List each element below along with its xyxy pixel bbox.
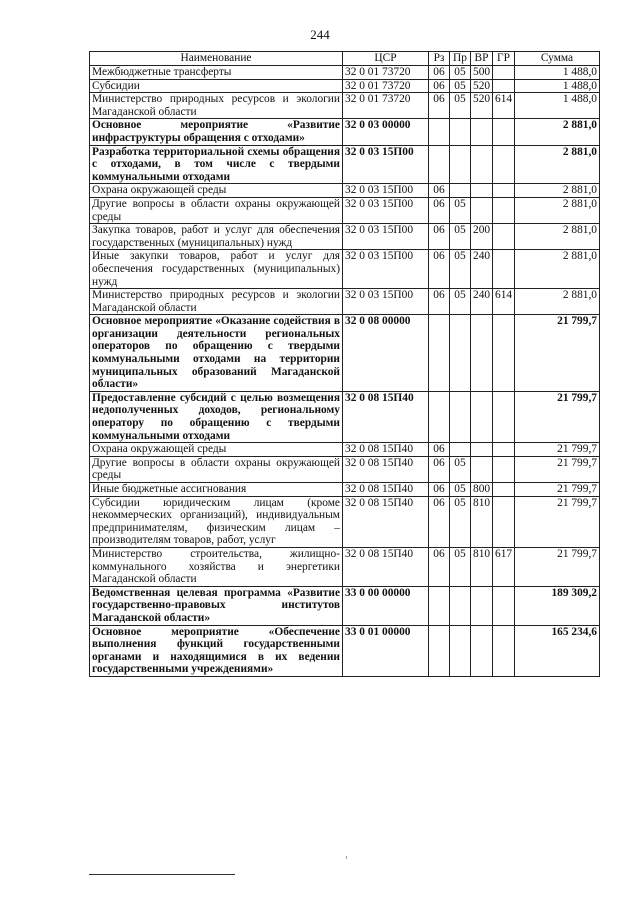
row-rz-code — [429, 625, 450, 676]
row-gr-code — [493, 496, 515, 547]
table-row — [90, 224, 600, 250]
row-rz-code: 06 — [429, 547, 450, 586]
row-vr-code — [471, 625, 493, 676]
row-pr-code — [450, 625, 471, 676]
row-csr-code: 33 0 01 00000 — [343, 625, 429, 676]
table-row — [90, 93, 600, 119]
row-sum: 2 881,0 — [515, 224, 600, 250]
table-row — [90, 496, 600, 547]
row-sum: 21 799,7 — [515, 391, 600, 442]
row-rz-code: 06 — [429, 93, 450, 119]
row-gr-code — [493, 250, 515, 289]
row-gr-code — [493, 145, 515, 184]
row-pr-code: 05 — [450, 79, 471, 93]
row-sum: 189 309,2 — [515, 586, 600, 625]
row-rz-code: 06 — [429, 289, 450, 315]
row-sum: 2 881,0 — [515, 119, 600, 145]
row-pr-code: 05 — [450, 66, 471, 80]
row-gr-code — [493, 456, 515, 482]
header-pr: Пр — [450, 52, 471, 66]
row-sum: 21 799,7 — [515, 443, 600, 457]
row-rz-code — [429, 586, 450, 625]
row-csr-code: 32 0 08 15П40 — [343, 456, 429, 482]
row-name: Субсидии юридическим лицам (кроме некоммерческих организаций), индивидуальным предпринимателям, физическим лицам – производителям товаров, работ, услуг — [90, 496, 343, 547]
table-row — [90, 79, 600, 93]
header-gr: ГР — [493, 52, 515, 66]
row-csr-code: 32 0 08 15П40 — [343, 391, 429, 442]
row-sum: 2 881,0 — [515, 289, 600, 315]
row-name: Основное мероприятие «Обеспечение выполнения функций государственными органами и находящимися в их ведении государственными учреждениями» — [90, 625, 343, 676]
row-name: Закупка товаров, работ и услуг для обеспечения государственных (муниципальных) нужд — [90, 224, 343, 250]
row-vr-code: 200 — [471, 224, 493, 250]
row-sum: 21 799,7 — [515, 483, 600, 497]
table-row — [90, 391, 600, 442]
row-vr-code: 810 — [471, 496, 493, 547]
table-row — [90, 443, 600, 457]
row-rz-code: 06 — [429, 250, 450, 289]
row-name: Предоставление субсидий с целью возмещения недополученных доходов, региональному оператору по обращению с твердыми коммунальными отходами — [90, 391, 343, 442]
table-row — [90, 119, 600, 145]
row-name: Другие вопросы в области охраны окружающей среды — [90, 197, 343, 223]
row-pr-code: 05 — [450, 93, 471, 119]
row-name: Министерство природных ресурсов и экологии Магаданской области — [90, 93, 343, 119]
header-csr: ЦСР — [343, 52, 429, 66]
row-vr-code: 240 — [471, 289, 493, 315]
row-rz-code: 06 — [429, 456, 450, 482]
row-sum: 1 488,0 — [515, 93, 600, 119]
row-name: Разработка территориальной схемы обращения с отходами, в том числе с твердыми коммунальными отходами — [90, 145, 343, 184]
row-sum: 1 488,0 — [515, 66, 600, 80]
row-name: Министерство природных ресурсов и экологии Магаданской области — [90, 289, 343, 315]
row-rz-code: 06 — [429, 184, 450, 198]
row-pr-code: 05 — [450, 289, 471, 315]
row-pr-code — [450, 119, 471, 145]
row-sum: 2 881,0 — [515, 145, 600, 184]
row-rz-code: 06 — [429, 197, 450, 223]
row-rz-code: 06 — [429, 443, 450, 457]
row-gr-code: 614 — [493, 93, 515, 119]
row-pr-code — [450, 184, 471, 198]
row-name: Основное мероприятие «Развитие инфраструктуры обращения с отходами» — [90, 119, 343, 145]
row-csr-code: 32 0 03 15П00 — [343, 224, 429, 250]
row-pr-code: 05 — [450, 224, 471, 250]
row-name: Охрана окружающей среды — [90, 443, 343, 457]
table-row — [90, 315, 600, 392]
row-name: Другие вопросы в области охраны окружающей среды — [90, 456, 343, 482]
row-name: Основное мероприятие «Оказание содействия в организации деятельности региональных операторов по обращению с твердыми коммунальными отходами на территории муниципальных образований Магаданской области» — [90, 315, 343, 392]
row-csr-code: 32 0 03 15П00 — [343, 197, 429, 223]
table-row — [90, 547, 600, 586]
row-csr-code: 32 0 01 73720 — [343, 93, 429, 119]
row-sum: 21 799,7 — [515, 547, 600, 586]
row-name: Ведомственная целевая программа «Развитие государственно-правовых институтов Магаданской области» — [90, 586, 343, 625]
table-row — [90, 625, 600, 676]
row-csr-code: 32 0 03 15П00 — [343, 184, 429, 198]
row-sum: 2 881,0 — [515, 184, 600, 198]
row-gr-code — [493, 184, 515, 198]
row-gr-code — [493, 586, 515, 625]
row-pr-code — [450, 391, 471, 442]
row-gr-code — [493, 625, 515, 676]
header-rz: Рз — [429, 52, 450, 66]
header-sum: Сумма — [515, 52, 600, 66]
row-vr-code — [471, 456, 493, 482]
row-gr-code — [493, 66, 515, 80]
table-row — [90, 289, 600, 315]
row-pr-code — [450, 315, 471, 392]
row-csr-code: 32 0 08 15П40 — [343, 547, 429, 586]
row-rz-code — [429, 315, 450, 392]
row-name: Министерство строительства, жилищно-коммунального хозяйства и энергетики Магаданской области — [90, 547, 343, 586]
row-rz-code: 06 — [429, 496, 450, 547]
row-name: Межбюджетные трансферты — [90, 66, 343, 80]
table-body — [90, 66, 600, 677]
row-gr-code — [493, 119, 515, 145]
table-row — [90, 66, 600, 80]
row-gr-code: 614 — [493, 289, 515, 315]
row-gr-code — [493, 315, 515, 392]
row-csr-code: 32 0 03 15П00 — [343, 145, 429, 184]
row-sum: 1 488,0 — [515, 79, 600, 93]
header-vr: ВР — [471, 52, 493, 66]
row-rz-code — [429, 391, 450, 442]
row-vr-code: 800 — [471, 483, 493, 497]
row-name: Иные закупки товаров, работ и услуг для обеспечения государственных (муниципальных) нужд — [90, 250, 343, 289]
row-pr-code: 05 — [450, 547, 471, 586]
row-name: Иные бюджетные ассигнования — [90, 483, 343, 497]
row-vr-code: 520 — [471, 79, 493, 93]
row-vr-code — [471, 443, 493, 457]
table-row — [90, 483, 600, 497]
row-pr-code — [450, 586, 471, 625]
table-row — [90, 250, 600, 289]
row-pr-code: 05 — [450, 496, 471, 547]
row-csr-code: 32 0 01 73720 — [343, 79, 429, 93]
scan-mark — [346, 856, 347, 859]
row-vr-code — [471, 391, 493, 442]
row-sum: 165 234,6 — [515, 625, 600, 676]
row-gr-code — [493, 197, 515, 223]
row-pr-code: 05 — [450, 456, 471, 482]
row-rz-code: 06 — [429, 224, 450, 250]
row-rz-code: 06 — [429, 79, 450, 93]
row-vr-code: 520 — [471, 93, 493, 119]
row-vr-code — [471, 145, 493, 184]
row-pr-code: 05 — [450, 197, 471, 223]
row-name: Охрана окружающей среды — [90, 184, 343, 198]
row-sum: 21 799,7 — [515, 315, 600, 392]
row-csr-code: 32 0 01 73720 — [343, 66, 429, 80]
row-sum: 2 881,0 — [515, 250, 600, 289]
row-gr-code — [493, 483, 515, 497]
row-csr-code: 32 0 03 15П00 — [343, 250, 429, 289]
row-csr-code: 32 0 03 00000 — [343, 119, 429, 145]
row-vr-code: 240 — [471, 250, 493, 289]
table-row — [90, 586, 600, 625]
row-vr-code — [471, 119, 493, 145]
page-number: 244 — [310, 27, 330, 42]
row-vr-code — [471, 197, 493, 223]
row-vr-code: 500 — [471, 66, 493, 80]
footnote-rule — [89, 874, 235, 875]
row-csr-code: 32 0 08 00000 — [343, 315, 429, 392]
table-row — [90, 145, 600, 184]
row-csr-code: 32 0 03 15П00 — [343, 289, 429, 315]
row-pr-code — [450, 443, 471, 457]
row-gr-code — [493, 79, 515, 93]
row-rz-code: 06 — [429, 66, 450, 80]
row-csr-code: 32 0 08 15П40 — [343, 483, 429, 497]
row-csr-code: 32 0 08 15П40 — [343, 443, 429, 457]
row-rz-code — [429, 119, 450, 145]
row-pr-code — [450, 145, 471, 184]
row-rz-code — [429, 145, 450, 184]
row-gr-code: 617 — [493, 547, 515, 586]
row-vr-code — [471, 315, 493, 392]
row-sum: 21 799,7 — [515, 496, 600, 547]
row-csr-code: 33 0 00 00000 — [343, 586, 429, 625]
table-row — [90, 456, 600, 482]
row-rz-code: 06 — [429, 483, 450, 497]
row-pr-code: 05 — [450, 250, 471, 289]
row-pr-code: 05 — [450, 483, 471, 497]
table-row — [90, 184, 600, 198]
row-sum: 2 881,0 — [515, 197, 600, 223]
row-vr-code: 810 — [471, 547, 493, 586]
row-csr-code: 32 0 08 15П40 — [343, 496, 429, 547]
row-vr-code — [471, 184, 493, 198]
table-header-row — [90, 52, 600, 66]
budget-table — [89, 51, 600, 677]
row-gr-code — [493, 443, 515, 457]
row-vr-code — [471, 586, 493, 625]
header-name: Наименование — [90, 52, 343, 66]
row-sum: 21 799,7 — [515, 456, 600, 482]
table-row — [90, 197, 600, 223]
row-gr-code — [493, 391, 515, 442]
row-name: Субсидии — [90, 79, 343, 93]
row-gr-code — [493, 224, 515, 250]
